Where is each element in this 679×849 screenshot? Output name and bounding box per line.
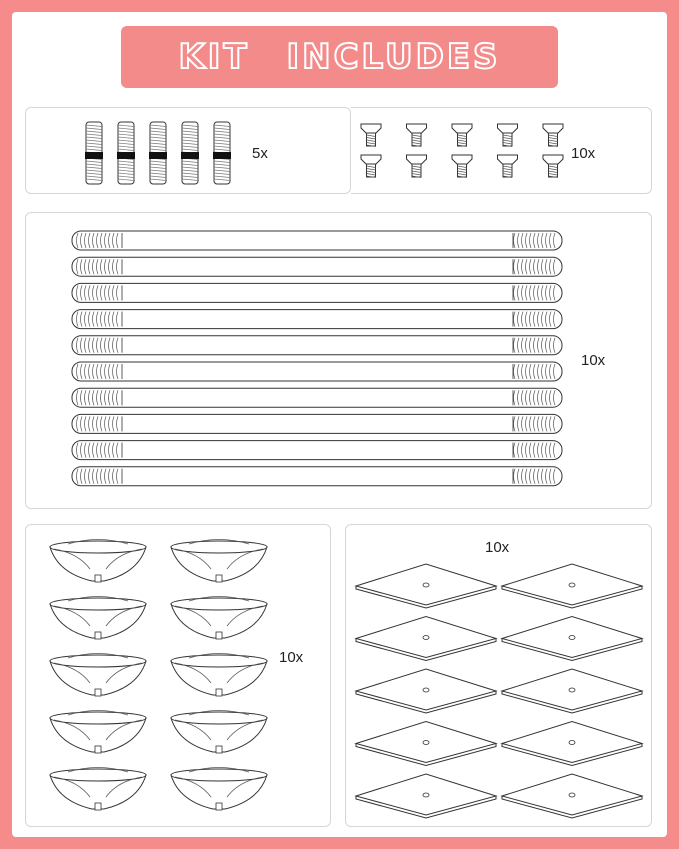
screw-icon	[407, 124, 427, 147]
screw-icon	[498, 124, 518, 147]
holder-icon	[50, 711, 146, 754]
spring-icon	[213, 122, 231, 184]
screw-icon	[361, 124, 381, 147]
title-banner	[121, 26, 558, 88]
screw-icon	[543, 155, 563, 178]
plate-icon	[502, 669, 642, 713]
spring-icon	[181, 122, 199, 184]
screws-quantity: 10x	[571, 145, 596, 162]
rod-icon	[72, 310, 562, 329]
screw-icon	[407, 155, 427, 178]
rods-panel	[25, 212, 652, 509]
plate-icon	[356, 617, 496, 661]
rod-icon	[72, 336, 562, 355]
screw-icon	[543, 124, 563, 147]
screws-panel	[351, 107, 652, 194]
holder-icon	[171, 540, 267, 583]
rod-icon	[72, 231, 562, 250]
plate-icon	[356, 564, 496, 608]
plate-icon	[502, 774, 642, 818]
holder-icon	[50, 768, 146, 811]
screw-icon	[452, 155, 472, 178]
plate-icon	[502, 564, 642, 608]
springs-illustration	[26, 108, 352, 195]
springs-panel	[25, 107, 351, 194]
screws-illustration	[351, 108, 652, 195]
holders-panel	[25, 524, 331, 827]
rod-icon	[72, 414, 562, 433]
spring-icon	[117, 122, 135, 184]
plates-panel	[345, 524, 652, 827]
plates-quantity: 10x	[485, 539, 510, 556]
rod-icon	[72, 467, 562, 486]
rod-icon	[72, 362, 562, 381]
springs-quantity: 5x	[252, 145, 268, 162]
holder-icon	[171, 597, 267, 640]
screw-icon	[498, 155, 518, 178]
holder-icon	[171, 654, 267, 697]
plates-illustration	[346, 525, 653, 828]
page-title: KIT INCLUDES	[178, 37, 501, 77]
holder-icon	[171, 711, 267, 754]
plate-icon	[356, 774, 496, 818]
screw-icon	[452, 124, 472, 147]
holders-illustration	[26, 525, 332, 828]
rod-icon	[72, 441, 562, 460]
spring-icon	[149, 122, 167, 184]
rod-icon	[72, 283, 562, 302]
rod-icon	[72, 257, 562, 276]
spring-icon	[85, 122, 103, 184]
holder-icon	[50, 597, 146, 640]
holder-icon	[171, 768, 267, 811]
holder-icon	[50, 540, 146, 583]
plate-icon	[502, 617, 642, 661]
rods-quantity: 10x	[581, 352, 606, 369]
plate-icon	[356, 669, 496, 713]
rod-icon	[72, 388, 562, 407]
rods-illustration	[26, 213, 653, 510]
plate-icon	[356, 722, 496, 766]
plate-icon	[502, 722, 642, 766]
screw-icon	[361, 155, 381, 178]
holder-icon	[50, 654, 146, 697]
holders-quantity: 10x	[279, 649, 304, 666]
